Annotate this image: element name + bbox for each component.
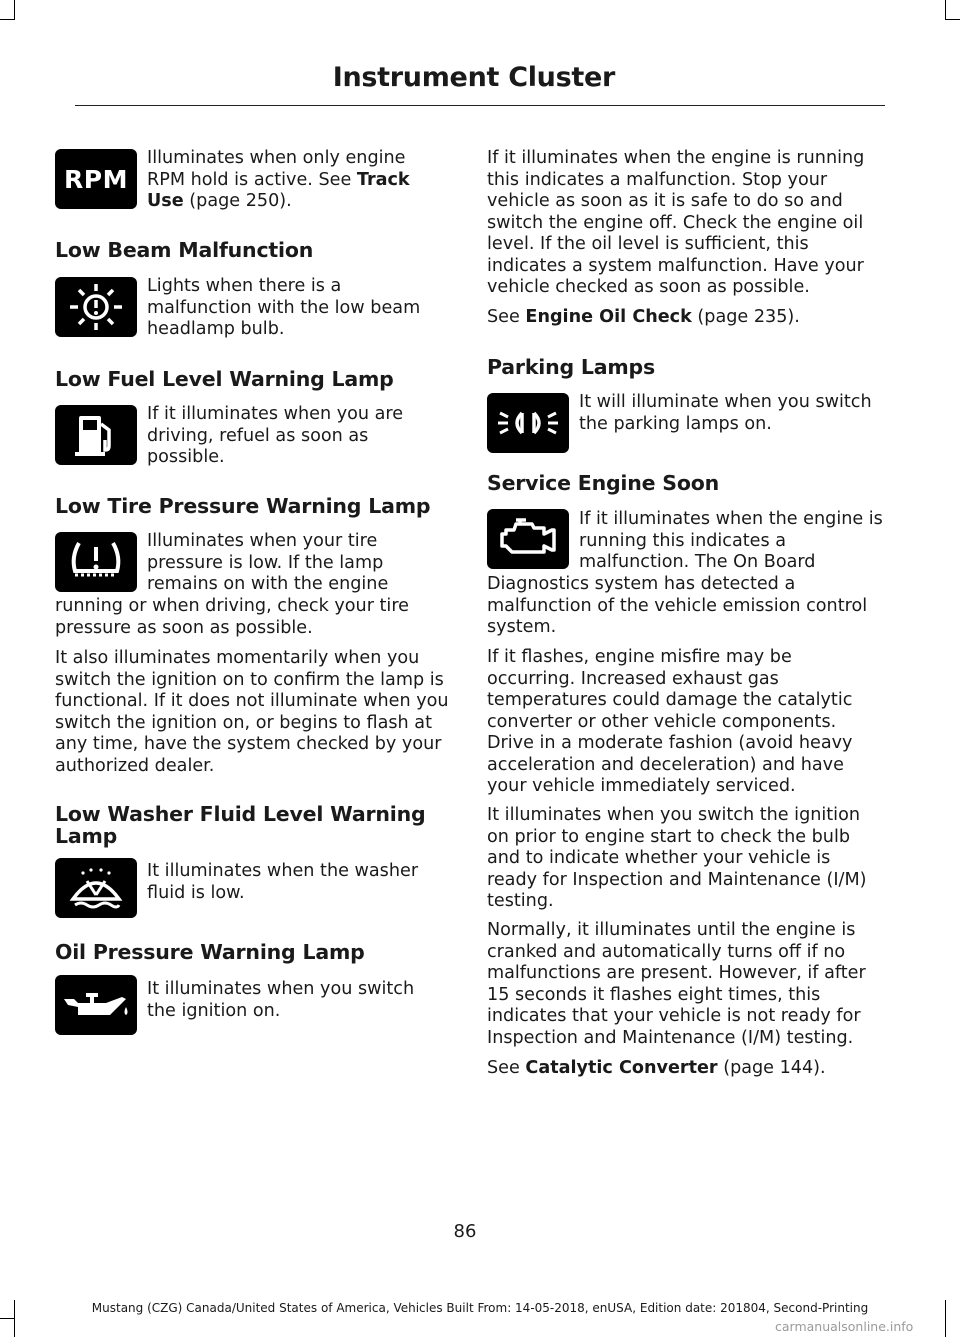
rpm-description [147,148,447,213]
footer-text: Mustang (CZG) Canada/United States of America, Vehicles Built From: 14-05-2018, enUSA, Edition date: 201804, Second-Printing [91,1301,869,1315]
check-engine-icon [487,509,569,569]
oil-pressure-continued: If it illuminates when the engine is running this indicates a malfunction. Stop your vehicle as soon as it is safe to do so and switch the engine off. Check the engine oil level. If the oil level is sufficient, this indicates a system malfunction. Have your vehicle checked as soon as possible. [487,148,865,297]
header-rule [75,105,885,106]
see-text: See [487,307,526,327]
fuel-pump-icon [55,405,137,465]
page-title: Instrument Cluster [332,62,615,93]
crop-mark [946,19,960,20]
crop-mark [945,0,946,20]
tire-pressure-description-3: It also illuminates momentarily when you switch the ignition on to confirm the lamp is functional. If it does not illuminate when you switch the ignition on, or begins to flash at any time, have the system checked by your authorized dealer. [55,648,449,776]
service-engine-description-5: Normally, it illuminates until the engine is cranked and automatically turns off if no malfunctions are present. However, if after 15 seconds it flashes eight times, this indicates that your vehicle is not ready for Inspection and Maintenance (I/M) testing. [487,920,866,1048]
engine-oil-check-link[interactable]: Engine Oil Check [525,307,692,327]
service-engine-description-2: Diagnostics system has detected a malfunction of the vehicle emission control system. [487,574,868,637]
tire-pressure-description-2: running or when driving, check your tire pressure as soon as possible. [55,596,409,638]
rpm-page-ref: (page 250). [183,191,292,211]
catalytic-converter-link[interactable]: Catalytic Converter [525,1058,718,1078]
parking-lamps-icon [487,393,569,453]
see-text: See [487,1058,526,1078]
crop-mark [0,19,14,20]
track-use-link[interactable]: Track Use [147,169,410,211]
service-engine-description-1: If it illuminates when the engine is running this indicates a malfunction. The On Board [579,509,883,572]
engine-oil-page-ref: (page 235). [691,307,800,327]
engine-oil-see [487,307,885,329]
tire-pressure-heading: Low Tire Pressure Warning Lamp [55,494,431,518]
washer-fluid-icon [55,858,137,918]
service-engine-description-3: If it flashes, engine misfire may be occurring. Increased exhaust gas temperatures could damage the catalytic converter or other vehicle components. Drive in a moderate fashion (avoid heavy acceleration and deceleration) and have your vehicle immediately serviced. [487,647,853,796]
parking-lamps-description: It will illuminate when you switch the parking lamps on. [579,392,872,434]
rpm-icon-label: RPM [64,164,128,194]
watermark: carmanualsonline.info [775,1319,914,1334]
low-beam-malfunction-icon [55,277,137,337]
rpm-icon [55,149,137,209]
low-fuel-description: If it illuminates when you are driving, refuel as soon as possible. [147,404,404,467]
washer-fluid-heading: Low Washer Fluid Level Warning Lamp [55,802,426,848]
crop-mark [0,1318,14,1319]
washer-fluid-description: It illuminates when the washer fluid is low. [147,861,419,903]
low-beam-description: Lights when there is a malfunction with the low beam headlamp bulb. [147,276,421,339]
page-number: 86 [453,1221,477,1242]
catalytic-see [487,1058,885,1080]
oil-pressure-description: It illuminates when you switch the ignition on. [147,979,415,1021]
crop-mark [14,0,15,20]
oil-pressure-heading: Oil Pressure Warning Lamp [55,940,365,964]
low-beam-heading: Low Beam Malfunction [55,238,314,262]
parking-lamps-heading: Parking Lamps [487,355,656,379]
oil-can-icon [55,975,137,1035]
tire-pressure-icon [55,532,137,592]
tire-pressure-description-1: Illuminates when your tire pressure is low. If the lamp remains on with the engine [147,531,389,594]
rpm-text: Illuminates when only engine RPM hold is active. See [147,148,406,190]
service-engine-description-4: It illuminates when you switch the ignition on prior to engine start to check the bulb and to indicate whether your vehicle is ready for Inspection and Maintenance (I/M) testing. [487,805,867,911]
low-fuel-heading: Low Fuel Level Warning Lamp [55,367,394,391]
catalytic-page-ref: (page 144). [717,1058,826,1078]
service-engine-heading: Service Engine Soon [487,471,720,495]
